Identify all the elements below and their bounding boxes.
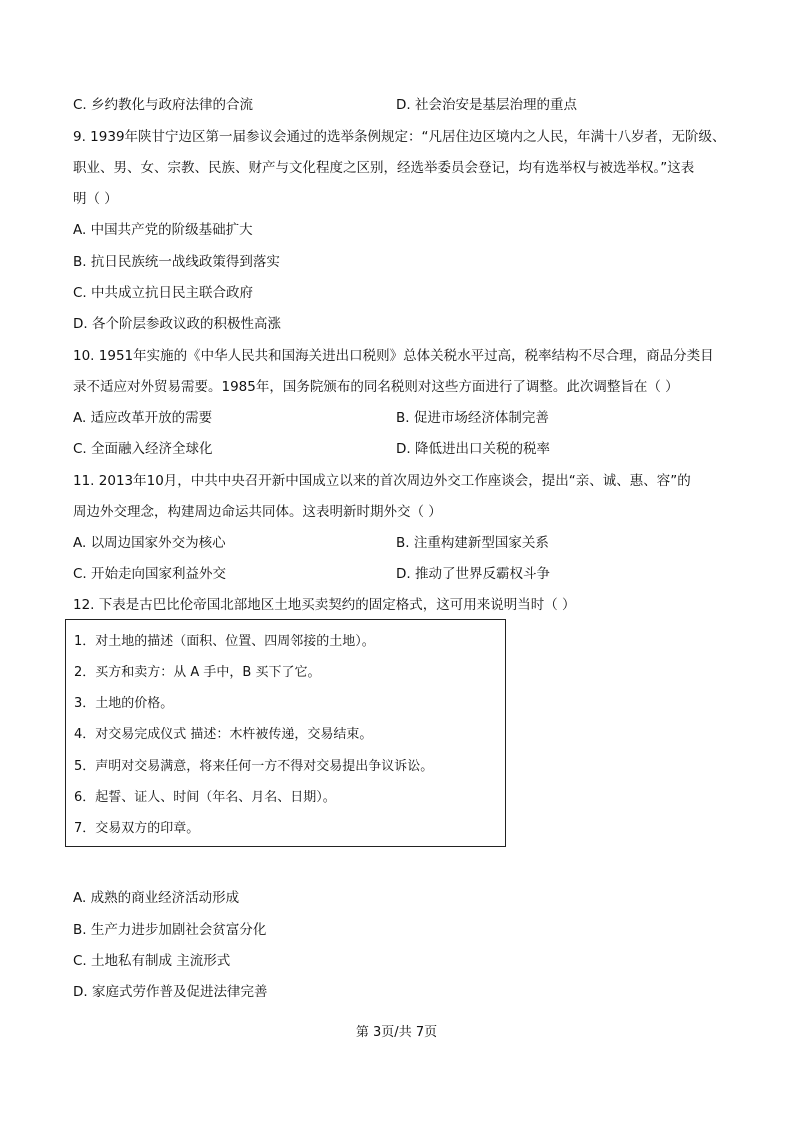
q10-stem-line1: 10. 1951年实施的《中华人民共和国海关进出口税则》总体关税水平过高，税率结构不尽合理，商品分类目 [73,348,714,364]
q11-option-d: D. 推动了世界反霸权斗争 [396,566,550,582]
q9-stem-line1: 9. 1939年陕甘宁边区第一届参议会通过的选举条例规定：“凡居住边区境内之人民，年满十八岁者，无阶级、 [73,129,726,145]
q9-option-d: D. 各个阶层参政议政的积极性高涨 [73,316,281,332]
q11-stem-line2: 周边外交理念，构建周边命运共同体。这表明新时期外交（ ） [73,504,442,520]
q8-option-d: D. 社会治安是基层治理的重点 [396,97,577,113]
q11-option-a: A. 以周边国家外交为核心 [73,535,226,551]
table-row: 7．交易双方的印章。 [74,821,200,836]
q10-option-a: A. 适应改革开放的需要 [73,410,213,426]
q10-option-b: B. 促进市场经济体制完善 [396,410,549,426]
q8-option-c: C. 乡约教化与政府法律的合流 [73,97,254,113]
q9-option-b: B. 抗日民族统一战线政策得到落实 [73,254,280,270]
q10-stem-line2: 录不适应对外贸易需要。1985年，国务院颁布的同名税则对这些方面进行了调整。此次调整旨在（ ） [73,379,679,395]
q11-stem-line1: 11. 2013年10月，中共中央召开新中国成立以来的首次周边外交工作座谈会，提出“亲、诚、惠、容”的 [73,473,691,489]
table-row: 4．对交易完成仪式 描述：木杵被传递，交易结束。 [74,727,373,742]
table-row: 2．买方和卖方：从 A 手中，B 买下了它。 [74,665,321,680]
q10-option-d: D. 降低进出口关税的税率 [396,441,550,457]
page-number: 第 3页/共 7页 [355,1025,438,1040]
table-row: 5．声明对交易满意，将来任何一方不得对交易提出争议诉讼。 [74,759,434,774]
q12-option-b: B. 生产力进步加剧社会贫富分化 [73,922,267,938]
q10-option-c: C. 全面融入经济全球化 [73,441,213,457]
q11-option-c: C. 开始走向国家利益外交 [73,566,227,582]
q9-stem-line3: 明（ ） [73,191,118,207]
q12-option-a: A. 成熟的商业经济活动形成 [73,890,240,906]
q12-option-d: D. 家庭式劳作普及促进法律完善 [73,984,268,1000]
table-row: 3．土地的价格。 [74,696,174,711]
q12-stem: 12. 下表是古巴比伦帝国北部地区土地买卖契约的固定格式，这可用来说明当时（ ） [73,597,576,613]
contract-format-table [65,619,506,847]
table-row: 6．起誓、证人、时间（年名、月名、日期）。 [74,790,336,805]
table-row: 1．对土地的描述（面积、位置、四周邻接的土地）。 [74,634,375,649]
q9-option-a: A. 中国共产党的阶级基础扩大 [73,222,253,238]
q12-option-c: C. 土地私有制成 主流形式 [73,953,231,969]
q9-option-c: C. 中共成立抗日民主联合政府 [73,285,254,301]
q11-option-b: B. 注重构建新型国家关系 [396,535,549,551]
q9-stem-line2: 职业、男、女、宗教、民族、财产与文化程度之区别，经选举委员会登记，均有选举权与被选举权。”这表 [73,160,695,176]
